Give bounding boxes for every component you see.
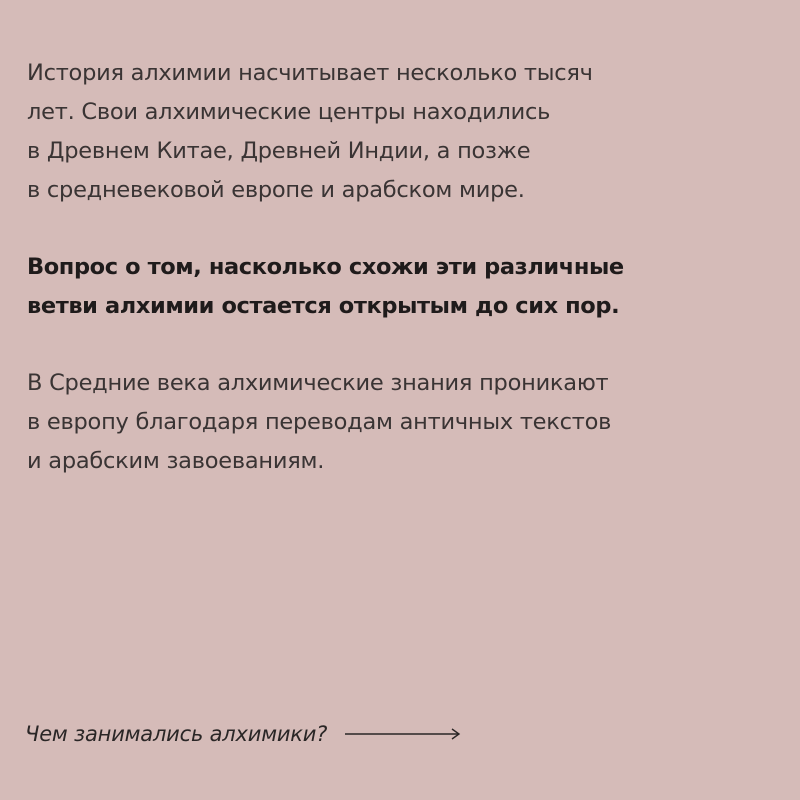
- article-body: [27, 54, 777, 481]
- intro-paragraph: История алхимии насчитывает несколько тысяч лет. Свои алхимические центры находились в Древнем Китае, Древней Индии, а позже в средневековой европе и арабском мире.: [27, 60, 593, 203]
- middle-ages-paragraph: В Средние века алхимические знания проникают в европу благодаря переводам античных текстов и арабским завоеваниям.: [27, 370, 612, 474]
- highlight-paragraph: Вопрос о том, насколько схожи эти различные ветви алхимии остается открытым до сих пор.: [27, 254, 624, 319]
- next-slide-label: Чем занимались алхимики?: [25, 722, 328, 746]
- arrow-right-icon: [345, 727, 461, 741]
- next-slide-link[interactable]: [25, 716, 461, 752]
